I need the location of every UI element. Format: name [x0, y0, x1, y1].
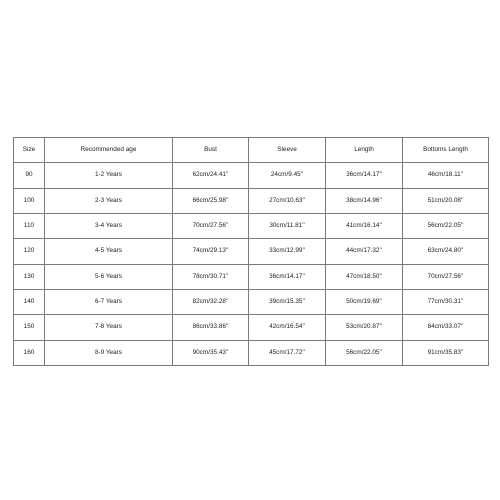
cell-recommended-age: 1-2 Years [45, 163, 173, 188]
table-row [14, 188, 489, 213]
table-row [14, 264, 489, 289]
cell-recommended-age: 6-7 Years [45, 289, 173, 314]
cell-length: 50cm/19.69'' [326, 289, 403, 314]
cell-recommended-age: 8-9 Years [45, 340, 173, 365]
cell-recommended-age: 5-6 Years [45, 264, 173, 289]
cell-length: 36cm/14.17'' [326, 163, 403, 188]
cell-sleeve: 42cm/16.54'' [249, 315, 326, 340]
table-header-row [14, 138, 489, 163]
cell-size: 110 [14, 213, 45, 238]
header-recommended-age: Recommended age [45, 138, 173, 163]
cell-sleeve: 24cm/9.45'' [249, 163, 326, 188]
cell-size: 150 [14, 315, 45, 340]
table-row [14, 239, 489, 264]
cell-bottoms-length: 63cm/24.80'' [403, 239, 489, 264]
table-row [14, 163, 489, 188]
cell-bust: 62cm/24.41'' [173, 163, 249, 188]
cell-recommended-age: 7-8 Years [45, 315, 173, 340]
table-row [14, 289, 489, 314]
cell-sleeve: 39cm/15.35'' [249, 289, 326, 314]
cell-size: 120 [14, 239, 45, 264]
cell-bust: 82cm/32.28'' [173, 289, 249, 314]
table-row [14, 213, 489, 238]
header-size: Size [14, 138, 45, 163]
header-bottoms-length: Bottoms Length [403, 138, 489, 163]
cell-size: 100 [14, 188, 45, 213]
cell-bottoms-length: 84cm/33.07'' [403, 315, 489, 340]
cell-sleeve: 27cm/10.63'' [249, 188, 326, 213]
cell-size: 130 [14, 264, 45, 289]
cell-size: 90 [14, 163, 45, 188]
cell-length: 53cm/20.87'' [326, 315, 403, 340]
cell-length: 44cm/17.32'' [326, 239, 403, 264]
header-bust: Bust [173, 138, 249, 163]
cell-bottoms-length: 77cm/30.31'' [403, 289, 489, 314]
cell-size: 140 [14, 289, 45, 314]
cell-bust: 90cm/35.43'' [173, 340, 249, 365]
cell-bottoms-length: 91cm/35.83'' [403, 340, 489, 365]
cell-bottoms-length: 51cm/20.08'' [403, 188, 489, 213]
table-row [14, 340, 489, 365]
cell-length: 38cm/14.96'' [326, 188, 403, 213]
cell-bottoms-length: 56cm/22.05'' [403, 213, 489, 238]
cell-bust: 70cm/27.56'' [173, 213, 249, 238]
cell-sleeve: 45cm/17.72'' [249, 340, 326, 365]
cell-bust: 86cm/33.86'' [173, 315, 249, 340]
header-sleeve: Sleeve [249, 138, 326, 163]
cell-recommended-age: 4-5 Years [45, 239, 173, 264]
cell-length: 41cm/16.14'' [326, 213, 403, 238]
cell-bust: 66cm/25.98'' [173, 188, 249, 213]
cell-sleeve: 33cm/12.99'' [249, 239, 326, 264]
header-length: Length [326, 138, 403, 163]
cell-recommended-age: 3-4 Years [45, 213, 173, 238]
cell-bust: 78cm/30.71'' [173, 264, 249, 289]
cell-length: 56cm/22.05'' [326, 340, 403, 365]
size-chart-table [13, 137, 489, 366]
cell-bottoms-length: 46cm/18.11'' [403, 163, 489, 188]
cell-recommended-age: 2-3 Years [45, 188, 173, 213]
cell-sleeve: 30cm/11.81'' [249, 213, 326, 238]
cell-length: 47cm/18.50'' [326, 264, 403, 289]
table-row [14, 315, 489, 340]
cell-bust: 74cm/29.13'' [173, 239, 249, 264]
cell-sleeve: 36cm/14.17'' [249, 264, 326, 289]
cell-bottoms-length: 70cm/27.56'' [403, 264, 489, 289]
cell-size: 160 [14, 340, 45, 365]
